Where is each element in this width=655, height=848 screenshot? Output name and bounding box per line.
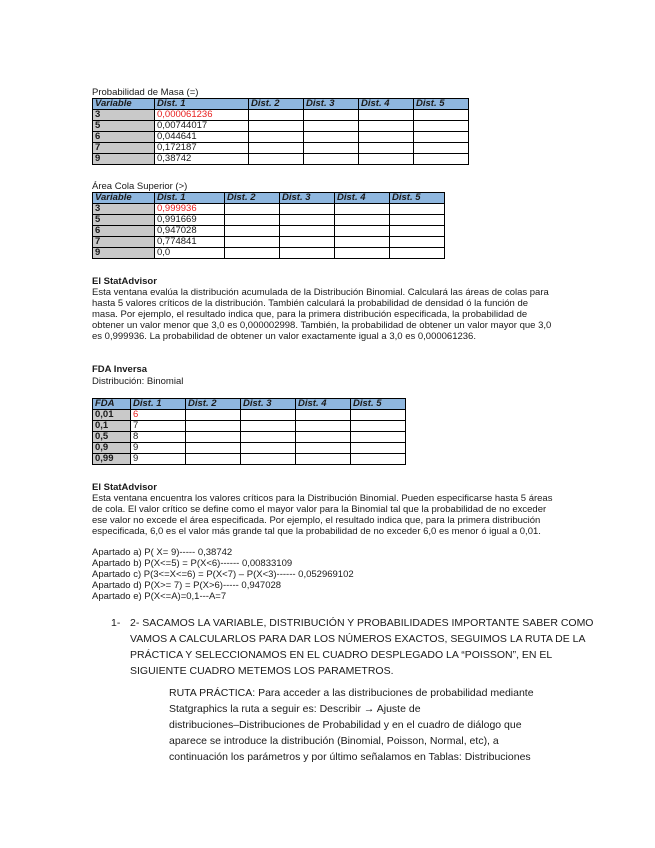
- table-cell: [414, 143, 469, 154]
- table-cell: [296, 432, 351, 443]
- table-cell: [335, 226, 390, 237]
- table-cell: [280, 215, 335, 226]
- table-cell: [225, 215, 280, 226]
- statadvisor-1-title: El StatAdvisor: [92, 276, 157, 287]
- row-key-cell: 0,1: [93, 421, 131, 432]
- table-row: [93, 215, 445, 226]
- table-row: [93, 248, 445, 259]
- table-cell: [296, 410, 351, 421]
- note-line: distribuciones–Distribuciones de Probabilidad y en el cuadro de diálogo que: [169, 719, 522, 731]
- table-cell: [335, 237, 390, 248]
- table-cell: 0,947028: [155, 226, 225, 237]
- table-cell: 7: [131, 421, 186, 432]
- table-cell: [296, 421, 351, 432]
- column-header: FDA: [93, 399, 131, 410]
- table-cell: [351, 443, 406, 454]
- column-header: Dist. 2: [249, 99, 304, 110]
- table-cell: 0,000061236: [155, 110, 249, 121]
- table-row: [93, 204, 445, 215]
- table-cell: [304, 132, 359, 143]
- column-header: Dist. 5: [351, 399, 406, 410]
- column-header: Dist. 4: [296, 399, 351, 410]
- table-cell: [304, 110, 359, 121]
- statadvisor-2-line: Esta ventana encuentra los valores críticos para la Distribución Binomial. Pueden especificarse hasta 5 áreas: [92, 493, 553, 504]
- row-key-cell: 7: [93, 143, 155, 154]
- table-cell: [241, 410, 296, 421]
- statadvisor-2-text: [92, 493, 552, 537]
- table-cell: [414, 132, 469, 143]
- table-cell: [241, 421, 296, 432]
- list-item-text: [130, 615, 593, 679]
- note-line: RUTA PRÁCTICA: Para acceder a las distribuciones de probabilidad mediante: [169, 687, 534, 699]
- statadvisor-1-line: Esta ventana evalúa la distribución acumulada de la Distribución Binomial. Calculará las áreas de colas para: [92, 287, 549, 298]
- column-header: Dist. 2: [186, 399, 241, 410]
- table-cell: 0,00744017: [155, 121, 249, 132]
- table-cell: [390, 226, 445, 237]
- column-header: Dist. 5: [414, 99, 469, 110]
- table-cell: [296, 454, 351, 465]
- row-key-cell: 9: [93, 248, 155, 259]
- table-cell: [241, 432, 296, 443]
- row-key-cell: 6: [93, 132, 155, 143]
- table-cell: 8: [131, 432, 186, 443]
- table-row: [93, 132, 469, 143]
- table-cell: 0,172187: [155, 143, 249, 154]
- statadvisor-1-line: hasta 5 valores críticos de la distribución. También calculará la probabilidad de densidad ó la función de: [92, 298, 529, 309]
- table-cell: [186, 443, 241, 454]
- table-cell: 0,991669: [155, 215, 225, 226]
- table-cell: [304, 143, 359, 154]
- table-cell: [186, 421, 241, 432]
- column-header: Variable: [93, 193, 155, 204]
- table-cell: [390, 248, 445, 259]
- row-key-cell: 5: [93, 215, 155, 226]
- table-row: [93, 454, 406, 465]
- table-row: [93, 110, 469, 121]
- note-line: continuación los parámetros y por último señalamos en Tablas: Distribuciones: [169, 751, 531, 763]
- apartado-line: Apartado b) P(X<=5) = P(X<6)------ 0,00833109: [92, 558, 293, 569]
- table-cell: 6: [131, 410, 186, 421]
- table-cell: [335, 248, 390, 259]
- column-header: Dist. 3: [280, 193, 335, 204]
- table-cell: [186, 432, 241, 443]
- table-cell: [225, 248, 280, 259]
- inverse-cdf-table: [92, 398, 406, 465]
- row-key-cell: 0,01: [93, 410, 131, 421]
- table-cell: [351, 454, 406, 465]
- statadvisor-1-line: es 0,999936. La probabilidad de obtener un valor exactamente igual a 3,0 es 0,000061236.: [92, 331, 476, 342]
- column-header: Variable: [93, 99, 155, 110]
- table-row: [93, 226, 445, 237]
- table-cell: [351, 432, 406, 443]
- apartado-line: Apartado c) P(3<=X<=6) = P(X<7) – P(X<3)------ 0,052969102: [92, 569, 354, 580]
- column-header: Dist. 1: [131, 399, 186, 410]
- apartado-line: Apartado a) P( X= 9)----- 0,38742: [92, 547, 233, 558]
- table-row: [93, 410, 406, 421]
- table-cell: 0,774841: [155, 237, 225, 248]
- table-cell: [249, 132, 304, 143]
- table-cell: [225, 204, 280, 215]
- inverse-title: FDA Inversa: [92, 364, 148, 375]
- note-line: Statgraphics la ruta a seguir es: Describir → Ajuste de: [169, 703, 421, 715]
- table-cell: [335, 204, 390, 215]
- mass-probability-table: [92, 98, 469, 165]
- column-header: Dist. 1: [155, 193, 225, 204]
- table-cell: [225, 237, 280, 248]
- statadvisor-1-line: obtener un valor menor que 3,0 es 0,000002998. También, la probabilidad de obtener un valor mayor que 3,0: [92, 320, 552, 331]
- list-line: PRÁCTICA Y SELECCIONAMOS EN EL CUADRO DESPLEGADO LA “POISSON”, EN EL: [130, 649, 553, 661]
- table-cell: [390, 204, 445, 215]
- table-row: [93, 143, 469, 154]
- table-cell: [414, 121, 469, 132]
- table-row: [93, 237, 445, 248]
- table-cell: [335, 215, 390, 226]
- statadvisor-2-title: El StatAdvisor: [92, 482, 157, 493]
- column-header: Dist. 4: [335, 193, 390, 204]
- table-cell: 0,0: [155, 248, 225, 259]
- table-cell: 9: [131, 454, 186, 465]
- column-header: Dist. 3: [304, 99, 359, 110]
- statadvisor-1-text: [92, 287, 551, 342]
- list-line: 2- SACAMOS LA VARIABLE, DISTRIBUCIÓN Y PROBABILIDADES IMPORTANTE SABER COMO: [130, 617, 594, 629]
- table-cell: [241, 443, 296, 454]
- apartados-list: [92, 547, 354, 602]
- apartado-line: Apartado e) P(X<=A)=0,1---A=7: [92, 591, 227, 602]
- table-cell: [351, 421, 406, 432]
- column-header: Dist. 1: [155, 99, 249, 110]
- table-cell: 0,999936: [155, 204, 225, 215]
- table-row: [93, 421, 406, 432]
- column-header: Dist. 5: [390, 193, 445, 204]
- table-row: [93, 443, 406, 454]
- table-row: [93, 154, 469, 165]
- table-cell: [359, 121, 414, 132]
- list-line: VAMOS A CALCULARLOS PARA DAR LOS NÚMEROS EXACTOS, SEGUIMOS LA RUTA DE LA: [130, 633, 586, 645]
- table-cell: [359, 154, 414, 165]
- table-cell: [186, 454, 241, 465]
- table-row: [93, 432, 406, 443]
- table-cell: [390, 215, 445, 226]
- table-cell: [280, 248, 335, 259]
- row-key-cell: 7: [93, 237, 155, 248]
- row-key-cell: 9: [93, 154, 155, 165]
- table-cell: [249, 110, 304, 121]
- table-cell: [390, 237, 445, 248]
- row-key-cell: 0,5: [93, 432, 131, 443]
- row-key-cell: 5: [93, 121, 155, 132]
- table-cell: [359, 143, 414, 154]
- note-line: aparece se introduce la distribución (Binomial, Poisson, Normal, etc), a: [169, 735, 499, 747]
- list-line: SIGUIENTE CUADRO METEMOS LOS PARAMETROS.: [130, 665, 394, 677]
- row-key-cell: 0,9: [93, 443, 131, 454]
- table-cell: 0,38742: [155, 154, 249, 165]
- row-key-cell: 3: [93, 204, 155, 215]
- table-cell: [225, 226, 280, 237]
- table-cell: 9: [131, 443, 186, 454]
- table-cell: [359, 132, 414, 143]
- table-cell: [249, 143, 304, 154]
- list-number: 1-: [111, 617, 121, 629]
- row-key-cell: 6: [93, 226, 155, 237]
- table-cell: [414, 110, 469, 121]
- table-row: [93, 121, 469, 132]
- table-cell: [249, 121, 304, 132]
- table-cell: [304, 154, 359, 165]
- statadvisor-2-line: ese valor no excede el área especificada. Por ejemplo, el resultado indica que, para la primera distribución: [92, 515, 541, 526]
- table-cell: [359, 110, 414, 121]
- table-cell: [280, 204, 335, 215]
- statadvisor-1-line: masa. Por ejemplo, el resultado indica que, para la primera distribución especificada, la probabilidad de: [92, 309, 528, 320]
- table-cell: [249, 154, 304, 165]
- table-cell: [296, 443, 351, 454]
- table-cell: [304, 121, 359, 132]
- statadvisor-2-line: de cola. El valor crítico se define como el mayor valor para la Binomial tal que la probabilidad de no exceder: [92, 504, 547, 515]
- inverse-subtitle: Distribución: Binomial: [92, 376, 184, 387]
- table-cell: [241, 454, 296, 465]
- upper-tail-caption: Área Cola Superior (>): [92, 181, 188, 192]
- row-key-cell: 3: [93, 110, 155, 121]
- practical-route-note: [169, 685, 534, 765]
- table-cell: [280, 237, 335, 248]
- table-cell: [414, 154, 469, 165]
- statadvisor-2-line: especificada, 6,0 es el valor más grande tal que la probabilidad de no exceder 6,0 es menor ó igual a 0,01.: [92, 526, 541, 537]
- table-cell: [280, 226, 335, 237]
- column-header: Dist. 2: [225, 193, 280, 204]
- column-header: Dist. 4: [359, 99, 414, 110]
- column-header: Dist. 3: [241, 399, 296, 410]
- row-key-cell: 0,99: [93, 454, 131, 465]
- table-cell: [351, 410, 406, 421]
- table-cell: [186, 410, 241, 421]
- table-cell: 0,044641: [155, 132, 249, 143]
- apartado-line: Apartado d) P(X>= 7) = P(X>6)----- 0,947028: [92, 580, 282, 591]
- upper-tail-table: [92, 192, 445, 259]
- mass-table-caption: Probabilidad de Masa (=): [92, 87, 199, 98]
